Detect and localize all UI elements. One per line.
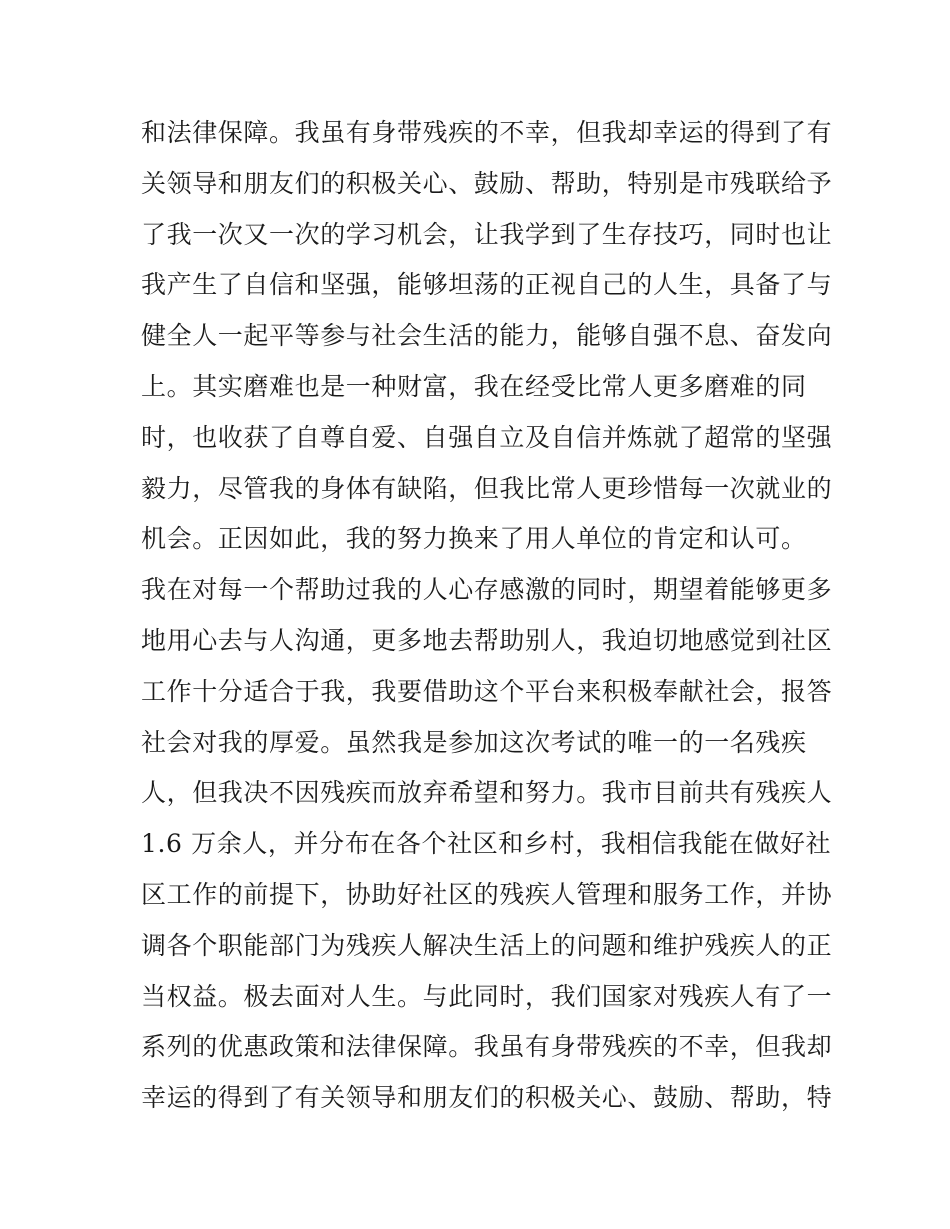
text-line: 人，但我决不因残疾而放弃希望和努力。我市目前共有残疾人 — [141, 778, 833, 808]
text-line: 区工作的前提下，协助好社区的残疾人管理和服务工作，并协 — [141, 879, 833, 909]
text-line: 我在对每一个帮助过我的人心存感激的同时，期望着能够更多 — [141, 575, 833, 605]
text-line: 幸运的得到了有关领导和朋友们的积极关心、鼓励、帮助，特 — [141, 1083, 833, 1113]
text-line: 健全人一起平等参与社会生活的能力，能够自强不息、奋发向 — [141, 321, 833, 351]
text-line: 了我一次又一次的学习机会，让我学到了生存技巧，同时也让 — [141, 219, 833, 249]
text-line: 1.6 万余人，并分布在各个社区和乡村，我相信我能在做好社 — [141, 829, 832, 859]
text-line: 地用心去与人沟通，更多地去帮助别人，我迫切地感觉到社区 — [141, 625, 833, 655]
text-line: 工作十分适合于我，我要借助这个平台来积极奉献社会，报答 — [141, 676, 833, 706]
text-line: 上。其实磨难也是一种财富，我在经受比常人更多磨难的同 — [141, 371, 807, 401]
text-line: 时，也收获了自尊自爱、自强自立及自信并炼就了超常的坚强 — [141, 422, 833, 452]
text-line: 关领导和朋友们的积极关心、鼓励、帮助，特别是市残联给予 — [141, 168, 833, 198]
text-line: 毅力，尽管我的身体有缺陷，但我比常人更珍惜每一次就业的 — [141, 473, 833, 503]
text-line: 调各个职能部门为残疾人解决生活上的问题和维护残疾人的正 — [141, 930, 833, 960]
text-line: 和法律保障。我虽有身带残疾的不幸，但我却幸运的得到了有 — [141, 118, 833, 147]
text-line: 系列的优惠政策和法律保障。我虽有身带残疾的不幸，但我却 — [141, 1032, 833, 1062]
text-line: 社会对我的厚爱。虽然我是参加这次考试的唯一的一名残疾 — [141, 727, 807, 757]
text-line: 机会。正因如此，我的努力换来了用人单位的肯定和认可。 — [141, 524, 807, 554]
text-line: 当权益。极去面对人生。与此同时，我们国家对残疾人有了一 — [141, 981, 833, 1011]
body-text — [141, 108, 831, 1124]
text-line: 我产生了自信和坚强，能够坦荡的正视自己的人生，具备了与 — [141, 270, 833, 300]
